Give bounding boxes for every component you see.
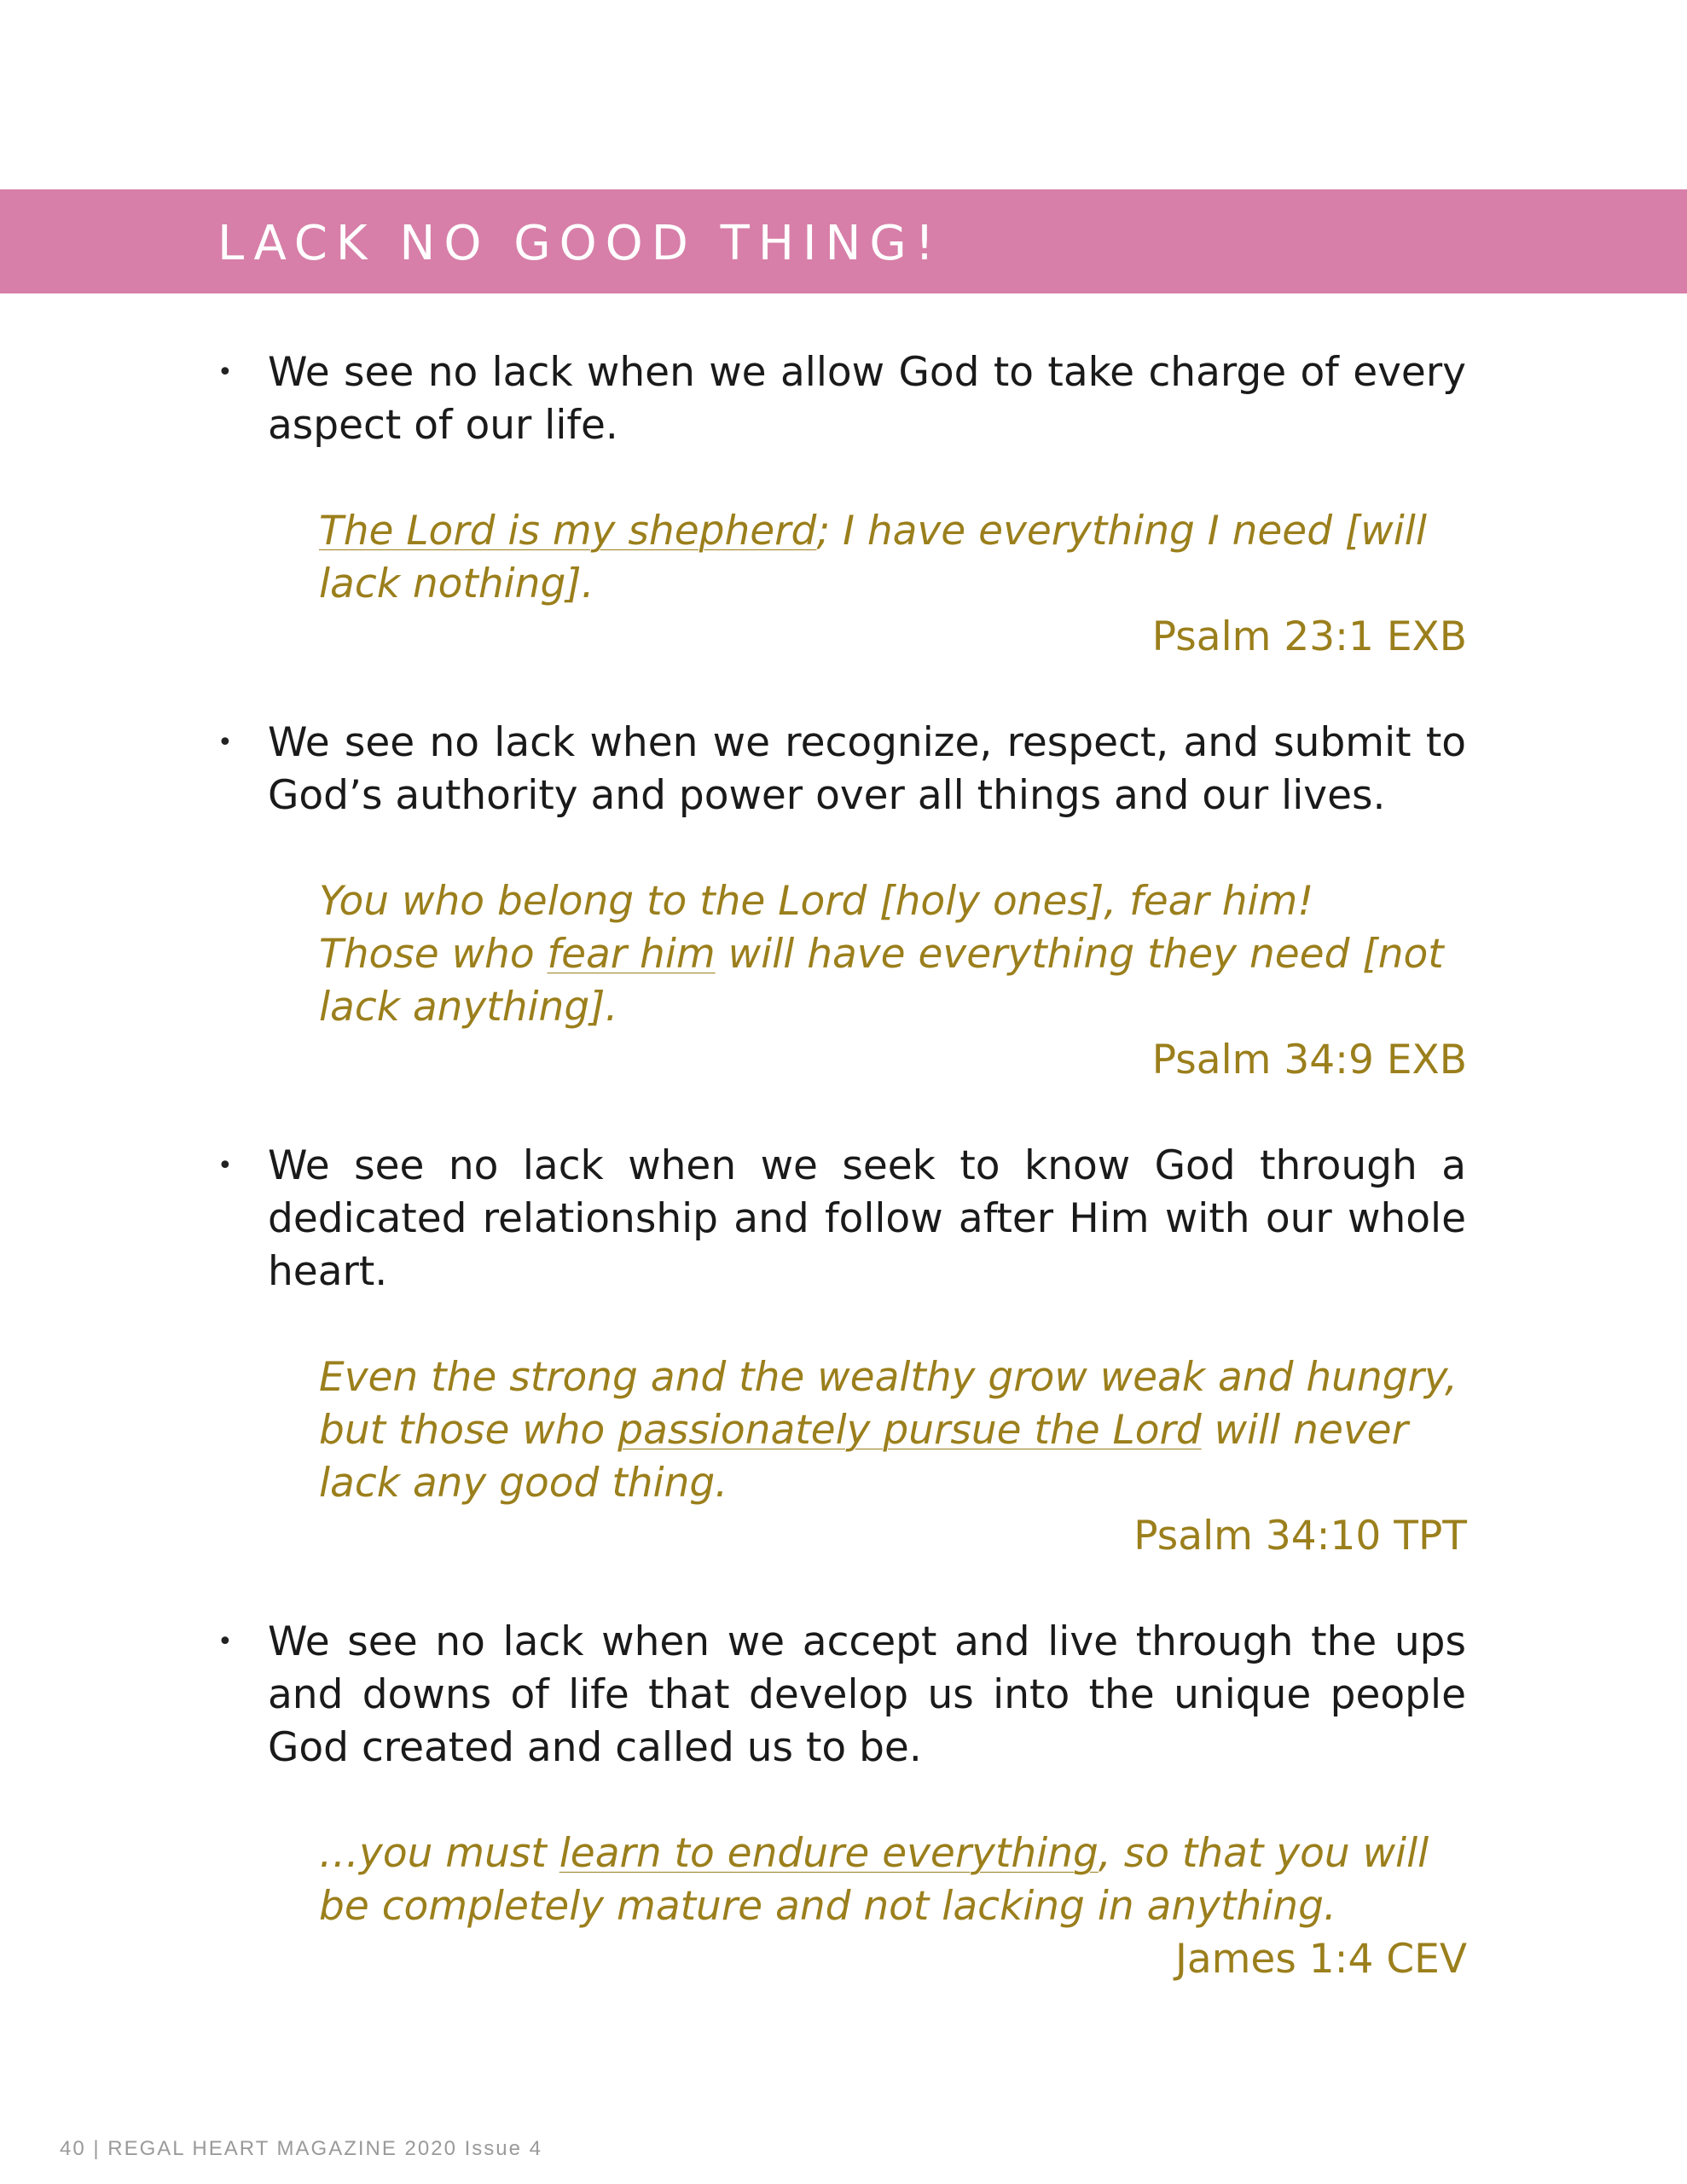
scripture-quote xyxy=(319,1827,1470,1933)
verse-text: Even the strong and the wealthy grow weak and hungry, but those who xyxy=(319,1354,1458,1454)
verse-emphasis: The Lord is my shepherd xyxy=(319,508,817,555)
page-title: LACK NO GOOD THING! xyxy=(217,216,943,271)
bullet-marker: • xyxy=(217,357,233,387)
scripture-quote xyxy=(319,875,1445,1034)
verse-text: will have everything they need [not lack anything]. xyxy=(319,931,1444,1031)
verse-text: …you must xyxy=(319,1830,559,1877)
scripture-quote xyxy=(319,505,1470,611)
scripture-quote xyxy=(319,1351,1470,1510)
verse-emphasis: passionately pursue the Lord xyxy=(617,1407,1202,1454)
scripture-reference: James 1:4 CEV xyxy=(1174,1936,1467,1983)
page-footer: 40 | REGAL HEART MAGAZINE 2020 Issue 4 xyxy=(60,2137,542,2160)
bullet-marker: • xyxy=(217,1151,233,1181)
scripture-reference: Psalm 34:10 TPT xyxy=(1133,1513,1467,1560)
verse-text: ; I have everything I need [will lack nothing]. xyxy=(319,508,1427,607)
bullet-marker: • xyxy=(217,1627,233,1657)
list-item-point: We see no lack when we allow God to take charge of every aspect of our life. xyxy=(268,349,1466,449)
verse-text: You who belong to the Lord [holy ones], fear him! Those who xyxy=(319,878,1314,978)
list-item-point: We see no lack when we recognize, respect, and submit to God’s authority and power over all things and our lives. xyxy=(268,719,1466,819)
scripture-reference: Psalm 34:9 EXB xyxy=(1151,1037,1467,1083)
list-item-point: We see no lack when we accept and live through the ups and downs of life that develop us into the unique people God created and called us to be. xyxy=(268,1618,1466,1771)
bullet-marker: • xyxy=(217,728,233,758)
list-item-point: We see no lack when we seek to know God through a dedicated relationship and follow after Him with our whole heart. xyxy=(268,1142,1466,1295)
verse-text: will never lack any good thing. xyxy=(319,1407,1408,1507)
verse-emphasis: learn to endure everything xyxy=(559,1830,1099,1877)
verse-emphasis: fear him xyxy=(547,931,716,978)
scripture-reference: Psalm 23:1 EXB xyxy=(1151,613,1467,660)
verse-text: , so that you will be completely mature and not lacking in anything. xyxy=(319,1830,1429,1930)
